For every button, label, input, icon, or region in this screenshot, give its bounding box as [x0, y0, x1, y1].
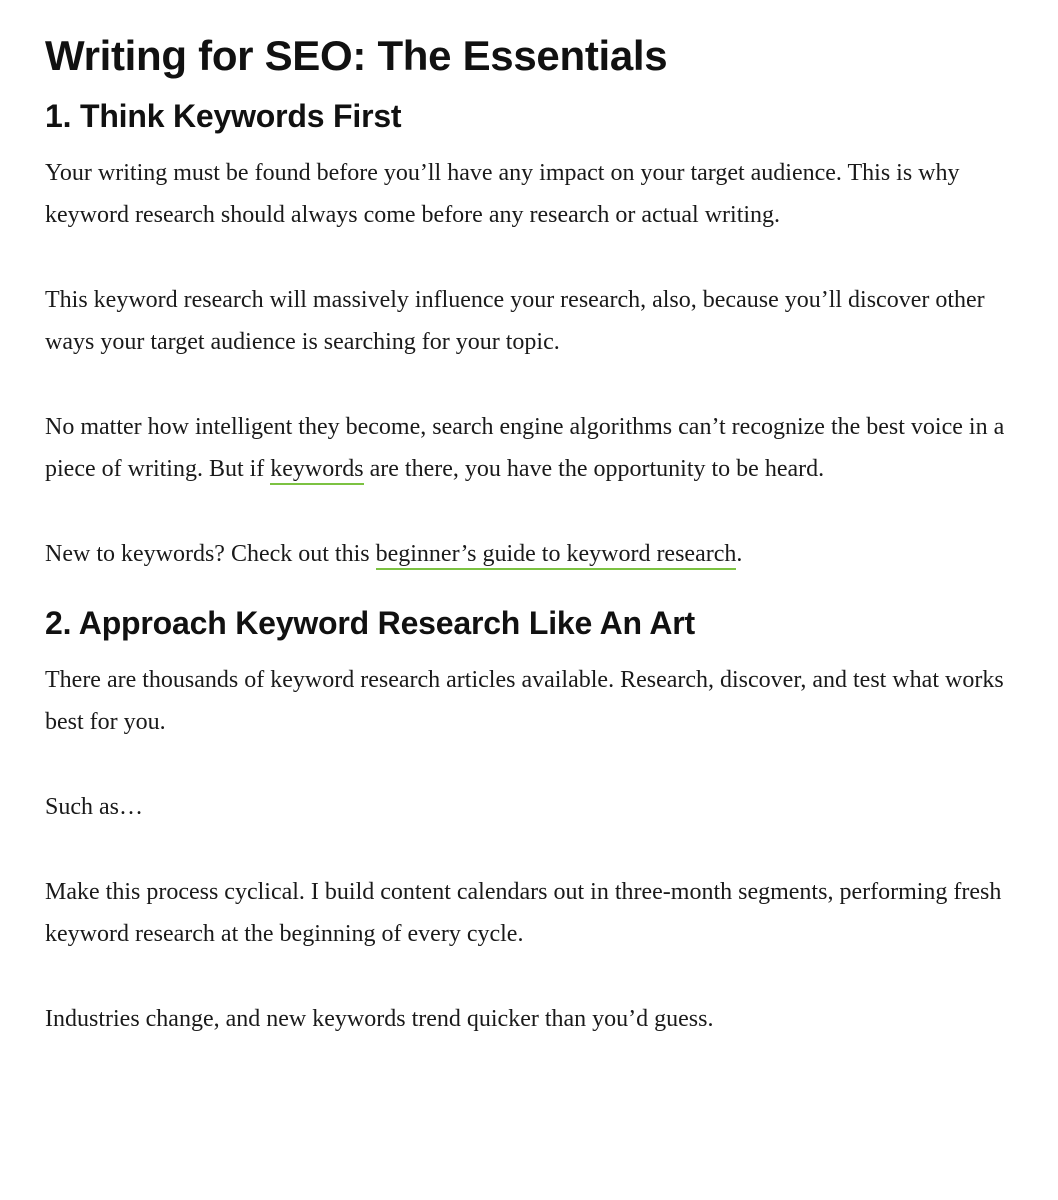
paragraph: Such as…: [45, 794, 143, 820]
paragraph: There are thousands of keyword research articles available. Research, discover, and test what works best for you.: [45, 667, 1004, 735]
paragraph-text: New to keywords? Check out this: [45, 541, 376, 567]
paragraph: Industries change, and new keywords trend quicker than you’d guess.: [45, 1006, 714, 1032]
article: [45, 28, 1005, 1083]
paragraph-text: are there, you have the opportunity to be heard.: [363, 456, 825, 482]
paragraph: [45, 406, 1005, 490]
keyword-research-guide-link[interactable]: beginner’s guide to keyword research: [376, 541, 737, 570]
page-title: Writing for SEO: The Essentials: [45, 32, 668, 79]
keywords-link[interactable]: keywords: [270, 456, 363, 485]
paragraph: Make this process cyclical. I build content calendars out in three-month segments, performing fresh keyword research at the beginning of every cycle.: [45, 879, 1002, 947]
section-heading-keywords-first: 1. Think Keywords First: [45, 98, 402, 134]
paragraph: Your writing must be found before you’ll have any impact on your target audience. This is why keyword research should always come before any research or actual writing.: [45, 160, 960, 228]
paragraph: [45, 533, 1005, 575]
paragraph-text: .: [736, 541, 743, 567]
paragraph-text: No matter how intelligent they become, search engine algorithms can’t recognize the best voice in a piece of writing. But if: [45, 414, 1005, 482]
paragraph: This keyword research will massively influence your research, also, because you’ll discover other ways your target audience is searching for your topic.: [45, 287, 985, 355]
section-heading-keyword-research-art: 2. Approach Keyword Research Like An Art: [45, 605, 695, 641]
